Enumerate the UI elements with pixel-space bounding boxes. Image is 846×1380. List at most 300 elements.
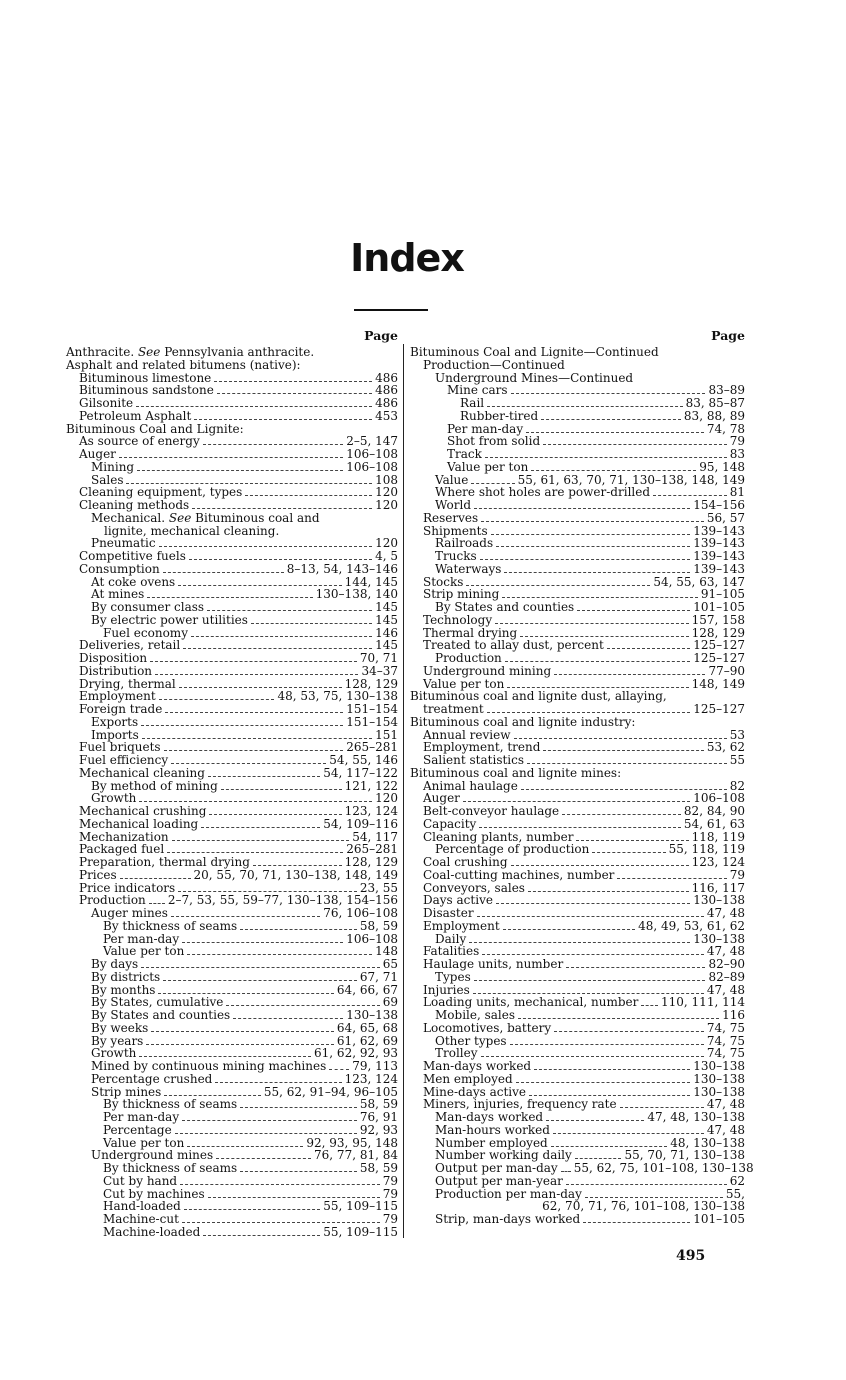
dot-leader bbox=[187, 1138, 303, 1147]
entry-pages: 130–138 bbox=[693, 1071, 745, 1086]
dot-leader bbox=[516, 1074, 690, 1083]
entry-pages: 130–138 bbox=[693, 893, 745, 908]
dot-leader bbox=[575, 1150, 622, 1159]
entry-text: Bituminous limestone bbox=[79, 370, 212, 385]
dot-leader bbox=[159, 691, 275, 700]
dot-leader bbox=[496, 895, 690, 904]
index-entry bbox=[66, 869, 398, 882]
dot-leader bbox=[164, 1087, 261, 1096]
entry-pages: 145 bbox=[375, 600, 398, 614]
index-entry bbox=[66, 1111, 398, 1124]
index-entry bbox=[410, 1213, 745, 1226]
index-entry bbox=[410, 907, 745, 920]
entry-pages: 58, 59 bbox=[359, 918, 398, 933]
entry-pages: 123, 124 bbox=[344, 1071, 398, 1086]
entry-text: By consumer class bbox=[91, 600, 205, 614]
entry-text: By electric power utilities bbox=[91, 612, 248, 627]
entry-pages: 55, 61, 63, 70, 71, 130–138, 148, 149 bbox=[517, 472, 745, 487]
entry-text: Petroleum Asphalt bbox=[79, 408, 192, 423]
dot-leader bbox=[592, 844, 665, 853]
index-entry bbox=[66, 971, 398, 984]
entry-pages: 130–138 bbox=[693, 931, 745, 946]
entry-pages: 453 bbox=[375, 408, 398, 423]
index-entry bbox=[66, 410, 398, 423]
entry-pages: 92, 93, 95, 148 bbox=[306, 1135, 398, 1150]
entry-pages: 83–89 bbox=[708, 383, 745, 398]
dot-leader bbox=[507, 679, 688, 688]
dot-leader bbox=[503, 921, 635, 930]
entry-pages: 106–108 bbox=[693, 791, 745, 806]
entry-text: Mechanical. See Bituminous coal and bbox=[91, 510, 320, 525]
dot-leader bbox=[487, 704, 691, 713]
entry-text: Percentage of production bbox=[435, 842, 590, 857]
dot-leader bbox=[126, 475, 372, 484]
page-number: 495 bbox=[676, 1248, 706, 1264]
entry-pages: 74, 75 bbox=[706, 1046, 745, 1061]
dot-leader bbox=[479, 819, 681, 828]
entry-pages: 154–156 bbox=[693, 498, 745, 512]
entry-pages: 58, 59 bbox=[359, 1097, 398, 1112]
index-entries-left bbox=[66, 346, 398, 1239]
dot-leader bbox=[217, 385, 372, 394]
dot-leader bbox=[576, 832, 688, 841]
dot-leader bbox=[182, 1112, 357, 1121]
entry-text: Belt-conveyor haulage bbox=[423, 804, 560, 818]
entry-pages: 486 bbox=[375, 370, 398, 385]
dot-leader bbox=[496, 538, 690, 547]
dot-leader bbox=[150, 653, 357, 662]
dot-leader bbox=[566, 959, 705, 968]
entry-text: By States and counties bbox=[91, 1008, 231, 1022]
entry-pages: 125–127 bbox=[693, 702, 745, 716]
entry-text: Per man-day bbox=[447, 421, 524, 436]
dot-leader bbox=[482, 946, 704, 955]
entry-pages: 116, 117 bbox=[691, 880, 745, 895]
dot-leader bbox=[534, 1061, 690, 1070]
dot-leader bbox=[607, 640, 690, 649]
dot-leader bbox=[194, 411, 372, 420]
index-entry bbox=[66, 767, 398, 780]
entry-pages: 145 bbox=[375, 612, 398, 627]
entry-text: By States and counties bbox=[435, 600, 575, 614]
entry-pages: 108 bbox=[375, 472, 398, 487]
entry-pages: 128, 129 bbox=[691, 625, 745, 640]
dot-leader bbox=[543, 742, 703, 751]
entry-text: Value per ton bbox=[447, 459, 529, 474]
entry-pages: 101–105 bbox=[693, 1212, 745, 1226]
entry-text: Auger bbox=[423, 791, 460, 806]
entry-text: Distribution bbox=[79, 663, 153, 678]
dot-leader bbox=[175, 1125, 357, 1134]
dot-leader bbox=[163, 564, 284, 573]
dot-leader bbox=[214, 373, 372, 382]
entry-pages: 101–105 bbox=[693, 600, 745, 614]
dot-leader bbox=[504, 564, 690, 573]
index-entry bbox=[410, 958, 745, 971]
entry-pages: 116 bbox=[722, 1008, 745, 1022]
entry-pages: 61, 62, 69 bbox=[336, 1033, 398, 1048]
entry-text: Imports bbox=[91, 727, 139, 742]
entry-pages: 139–143 bbox=[693, 561, 745, 576]
entry-text: Bituminous coal and lignite industry: bbox=[410, 714, 636, 729]
entry-text: Conveyors, sales bbox=[423, 880, 525, 895]
index-entry bbox=[66, 1073, 398, 1086]
entry-pages: 74, 75 bbox=[706, 1020, 745, 1035]
dot-leader bbox=[240, 1163, 357, 1172]
entry-pages: 53, 62 bbox=[706, 740, 745, 755]
entry-pages: 128, 129 bbox=[344, 855, 398, 869]
entry-pages: 61, 62, 92, 93 bbox=[314, 1046, 398, 1061]
entry-pages: 65 bbox=[382, 957, 398, 971]
entry-text: Output per man-year bbox=[435, 1173, 563, 1188]
entry-text: Competitive fuels bbox=[79, 549, 186, 563]
dot-leader bbox=[137, 462, 343, 471]
entry-text: Bituminous coal and lignite dust, allaying, bbox=[410, 689, 667, 704]
index-entry bbox=[410, 1111, 745, 1124]
index-entry bbox=[66, 346, 398, 359]
entry-text: Employment, trend bbox=[423, 740, 541, 755]
dot-leader bbox=[474, 972, 706, 981]
dot-leader bbox=[226, 997, 379, 1006]
entry-text: Stocks bbox=[423, 574, 464, 589]
entry-text: Bituminous coal and lignite mines: bbox=[410, 765, 622, 780]
entry-text: Mobile, sales bbox=[435, 1008, 516, 1022]
entry-pages: 76, 91 bbox=[359, 1110, 398, 1124]
index-entry bbox=[66, 359, 398, 372]
dot-leader bbox=[180, 1176, 380, 1185]
entry-text: Per man-day bbox=[103, 931, 180, 946]
entry-pages: 120 bbox=[375, 485, 398, 500]
entry-pages: 118, 119 bbox=[691, 829, 745, 844]
entry-pages: 76, 77, 81, 84 bbox=[314, 1148, 398, 1163]
dot-leader bbox=[182, 934, 343, 943]
entry-text: At coke ovens bbox=[91, 574, 176, 589]
index-entry bbox=[66, 601, 398, 614]
entry-text: Underground mines bbox=[91, 1148, 214, 1163]
entry-pages: 145 bbox=[375, 638, 398, 653]
index-entry bbox=[66, 1226, 398, 1239]
entry-text: Fuel briquets bbox=[79, 740, 161, 755]
entry-text: Fuel economy bbox=[103, 625, 188, 640]
entry-text: Cut by hand bbox=[103, 1173, 178, 1188]
index-entry bbox=[66, 805, 398, 818]
entry-text: Bituminous Coal and Lignite—Continued bbox=[410, 345, 659, 359]
index-entry bbox=[410, 1060, 745, 1073]
index-entry bbox=[66, 448, 398, 461]
entry-text: Value per ton bbox=[423, 676, 505, 691]
entry-pages: 82 bbox=[729, 778, 745, 793]
dot-leader bbox=[245, 487, 372, 496]
index-entry bbox=[66, 907, 398, 920]
dot-leader bbox=[543, 436, 727, 445]
dot-leader bbox=[553, 1125, 704, 1134]
index-entry bbox=[66, 1009, 398, 1022]
dot-leader bbox=[463, 793, 690, 802]
entry-text: Number working daily bbox=[435, 1148, 572, 1163]
index-entry bbox=[410, 971, 745, 984]
entry-pages: 92, 93 bbox=[359, 1122, 398, 1137]
entry-pages: 69 bbox=[382, 995, 398, 1010]
dot-leader bbox=[142, 730, 372, 739]
entry-pages: 121, 122 bbox=[344, 778, 398, 793]
entry-pages: 62 bbox=[729, 1173, 745, 1188]
entry-pages: 83, 85–87 bbox=[685, 396, 745, 410]
index-entry bbox=[410, 818, 745, 831]
entry-text: Man-days worked bbox=[435, 1110, 544, 1124]
entry-pages: 486 bbox=[375, 396, 398, 410]
dot-leader bbox=[155, 666, 358, 675]
entry-pages: 139–143 bbox=[693, 536, 745, 551]
dot-leader bbox=[551, 1138, 668, 1147]
dot-leader bbox=[171, 755, 326, 764]
entry-pages: 106–108 bbox=[346, 447, 398, 461]
dot-leader bbox=[158, 985, 333, 994]
entry-pages: 53 bbox=[729, 727, 745, 742]
dot-leader bbox=[562, 806, 681, 815]
dot-leader bbox=[147, 589, 312, 598]
entry-pages: 106–108 bbox=[346, 459, 398, 474]
entry-pages: 82, 84, 90 bbox=[683, 804, 745, 818]
entry-text: Pneumatic bbox=[91, 536, 156, 551]
entry-text: Mechanical cleaning bbox=[79, 765, 205, 780]
entry-text: Fuel efficiency bbox=[79, 753, 169, 767]
index-entry bbox=[410, 448, 745, 461]
dot-leader bbox=[620, 1099, 704, 1108]
entry-pages: 79, 113 bbox=[352, 1059, 398, 1073]
dot-leader bbox=[585, 1189, 723, 1198]
entry-pages: 54, 109–116 bbox=[323, 816, 398, 831]
index-entry bbox=[66, 461, 398, 474]
entry-pages: 34–37 bbox=[361, 663, 398, 678]
entry-text: Per man-day bbox=[103, 1110, 180, 1124]
entry-text: Strip, man-days worked bbox=[435, 1212, 581, 1226]
entry-text: Men employed bbox=[423, 1071, 513, 1086]
entry-text: Capacity bbox=[423, 816, 477, 831]
entry-text: Days active bbox=[423, 893, 493, 908]
dot-leader bbox=[617, 870, 726, 879]
dot-leader bbox=[233, 1010, 343, 1019]
entry-pages: 74, 78 bbox=[706, 421, 745, 436]
entry-pages: 70, 71 bbox=[359, 651, 398, 665]
dot-leader bbox=[554, 1023, 704, 1032]
entry-text: By days bbox=[91, 957, 139, 971]
index-entry bbox=[410, 805, 745, 818]
index-entry bbox=[410, 359, 745, 372]
entry-text: Foreign trade bbox=[79, 702, 163, 716]
dot-leader bbox=[529, 1087, 690, 1096]
entry-text: Rail bbox=[460, 396, 485, 410]
index-entry bbox=[66, 1124, 398, 1137]
entry-pages: 486 bbox=[375, 383, 398, 398]
dot-leader bbox=[120, 870, 191, 879]
index-entry bbox=[66, 499, 398, 512]
dot-leader bbox=[511, 857, 689, 866]
entry-text: Cleaning equipment, types bbox=[79, 485, 243, 500]
entry-text: By years bbox=[91, 1033, 144, 1048]
entry-pages: 76, 106–108 bbox=[323, 906, 398, 920]
index-entry bbox=[66, 550, 398, 563]
dot-leader bbox=[189, 551, 372, 560]
entry-text: By districts bbox=[91, 969, 161, 984]
entry-text: Preparation, thermal drying bbox=[79, 855, 250, 869]
dot-leader bbox=[139, 793, 372, 802]
entry-pages-continued: 62, 70, 71, 76, 101–108, 130–138 bbox=[542, 1199, 745, 1214]
entry-pages: 151–154 bbox=[346, 714, 398, 729]
entry-pages: 125–127 bbox=[693, 638, 745, 653]
dot-leader bbox=[192, 500, 372, 509]
entry-text: Technology bbox=[423, 612, 493, 627]
dot-leader bbox=[466, 577, 650, 586]
entry-pages: 47, 48 bbox=[706, 906, 745, 920]
dot-leader bbox=[471, 475, 514, 484]
dot-leader bbox=[208, 768, 320, 777]
index-entry bbox=[66, 1022, 398, 1035]
dot-leader bbox=[514, 730, 727, 739]
index-entry bbox=[410, 665, 745, 678]
entry-pages: 67, 71 bbox=[359, 969, 398, 984]
entry-pages: 95, 148 bbox=[699, 459, 745, 474]
entry-pages: 148, 149 bbox=[691, 676, 745, 691]
entry-pages: 120 bbox=[375, 498, 398, 512]
entry-text: Track bbox=[447, 447, 482, 461]
entry-text: Trolley bbox=[435, 1046, 478, 1061]
entry-pages: 79 bbox=[382, 1173, 398, 1188]
entry-text: Salient statistics bbox=[423, 753, 525, 767]
entry-text: Thermal drying bbox=[423, 625, 518, 640]
entry-text: Where shot holes are power-drilled bbox=[435, 485, 651, 500]
dot-leader bbox=[182, 1214, 380, 1223]
dot-leader bbox=[240, 1099, 357, 1108]
entry-pages: 47, 48 bbox=[706, 1122, 745, 1137]
dot-leader bbox=[151, 1023, 334, 1032]
entry-text: Haulage units, number bbox=[423, 957, 564, 971]
entry-text: Man-days worked bbox=[423, 1059, 532, 1073]
entry-text: Percentage bbox=[103, 1122, 172, 1137]
entry-text: Growth bbox=[91, 1046, 137, 1061]
entry-text: Mine-days active bbox=[423, 1084, 527, 1099]
dot-leader bbox=[203, 436, 343, 445]
dot-leader bbox=[136, 398, 372, 407]
entry-text: Production—Continued bbox=[423, 357, 565, 372]
entry-text: Production bbox=[435, 651, 502, 665]
dot-leader bbox=[495, 615, 688, 624]
entry-pages: 64, 66, 67 bbox=[336, 982, 398, 997]
index-entry bbox=[66, 1175, 398, 1188]
entry-text: Shot from solid bbox=[447, 434, 541, 449]
index-entry bbox=[410, 767, 745, 780]
entry-pages: 55, bbox=[725, 1186, 745, 1201]
entry-pages: 55, 109–115 bbox=[323, 1224, 398, 1239]
entry-text: Price indicators bbox=[79, 880, 176, 895]
entry-pages: 54, 61, 63 bbox=[683, 816, 745, 831]
dot-leader bbox=[141, 959, 380, 968]
index-entry bbox=[66, 512, 398, 538]
dot-leader bbox=[141, 717, 343, 726]
entry-pages: 54, 117–122 bbox=[323, 765, 398, 780]
dot-leader bbox=[171, 908, 320, 917]
dot-leader bbox=[191, 628, 372, 637]
entry-pages: 151–154 bbox=[346, 702, 398, 716]
dot-leader bbox=[184, 1201, 321, 1210]
entry-pages: 123, 124 bbox=[691, 855, 745, 869]
entry-text: Packaged fuel bbox=[79, 842, 165, 857]
entry-pages: 82–90 bbox=[708, 957, 745, 971]
dot-leader bbox=[165, 704, 343, 713]
entry-text: Deliveries, retail bbox=[79, 638, 181, 653]
dot-leader bbox=[541, 411, 681, 420]
index-entry bbox=[410, 346, 745, 359]
dot-leader bbox=[469, 934, 690, 943]
dot-leader bbox=[481, 1048, 704, 1057]
dot-leader bbox=[502, 589, 698, 598]
dot-leader bbox=[546, 1112, 644, 1121]
dot-leader bbox=[511, 385, 706, 394]
dot-leader bbox=[487, 398, 682, 407]
entry-text: Prices bbox=[79, 867, 117, 882]
entry-text: Value per ton bbox=[103, 1135, 185, 1150]
dot-leader bbox=[201, 819, 320, 828]
index-entry bbox=[410, 1022, 745, 1035]
entry-pages: 55, 118, 119 bbox=[668, 842, 745, 857]
entry-text: Locomotives, battery bbox=[423, 1020, 552, 1035]
entry-pages: 130–138 bbox=[693, 1084, 745, 1099]
dot-leader bbox=[526, 424, 704, 433]
entry-pages: 83 bbox=[729, 447, 745, 461]
entry-text: Hand-loaded bbox=[103, 1199, 181, 1214]
dot-leader bbox=[329, 1061, 349, 1070]
entry-pages: 8–13, 54, 143–146 bbox=[286, 561, 398, 576]
index-entry bbox=[66, 1162, 398, 1175]
entry-text: Animal haulage bbox=[423, 778, 518, 793]
index-entry bbox=[66, 614, 398, 627]
dot-leader bbox=[164, 742, 344, 751]
entry-pages: 91–105 bbox=[700, 587, 745, 602]
entry-pages: 79 bbox=[382, 1212, 398, 1226]
entry-pages: 47, 48 bbox=[706, 1097, 745, 1112]
dot-leader bbox=[251, 615, 372, 624]
entry-text: Strip mining bbox=[423, 587, 500, 602]
entry-text: Drying, thermal bbox=[79, 676, 176, 691]
entry-pages: 151 bbox=[375, 727, 398, 742]
entry-text: Gilsonite bbox=[79, 396, 134, 410]
index-entry bbox=[410, 856, 745, 869]
index-entry bbox=[410, 652, 745, 665]
entry-text: Underground Mines—Continued bbox=[435, 370, 634, 385]
dot-leader bbox=[527, 755, 727, 764]
dot-leader bbox=[491, 526, 691, 535]
index-entry bbox=[410, 410, 745, 423]
entry-pages: 148 bbox=[375, 944, 398, 959]
dot-leader bbox=[240, 921, 357, 930]
entry-text: Value bbox=[435, 472, 469, 487]
dot-leader bbox=[207, 602, 372, 611]
entry-pages: 23, 55 bbox=[359, 880, 398, 895]
dot-leader bbox=[577, 602, 690, 611]
dot-leader bbox=[520, 628, 688, 637]
index-entry bbox=[66, 652, 398, 665]
index-entry bbox=[410, 754, 745, 767]
index-entry bbox=[66, 397, 398, 410]
dot-leader bbox=[178, 577, 341, 586]
index-entry bbox=[410, 461, 745, 474]
entry-text: By thickness of seams bbox=[103, 1097, 238, 1112]
entry-pages: 4, 5 bbox=[375, 549, 398, 563]
index-entry bbox=[66, 665, 398, 678]
index-entry bbox=[410, 1175, 745, 1188]
entry-text: Mechanical crushing bbox=[79, 804, 207, 818]
entry-pages: 265–281 bbox=[346, 740, 398, 755]
entry-pages: 79 bbox=[382, 1186, 398, 1201]
